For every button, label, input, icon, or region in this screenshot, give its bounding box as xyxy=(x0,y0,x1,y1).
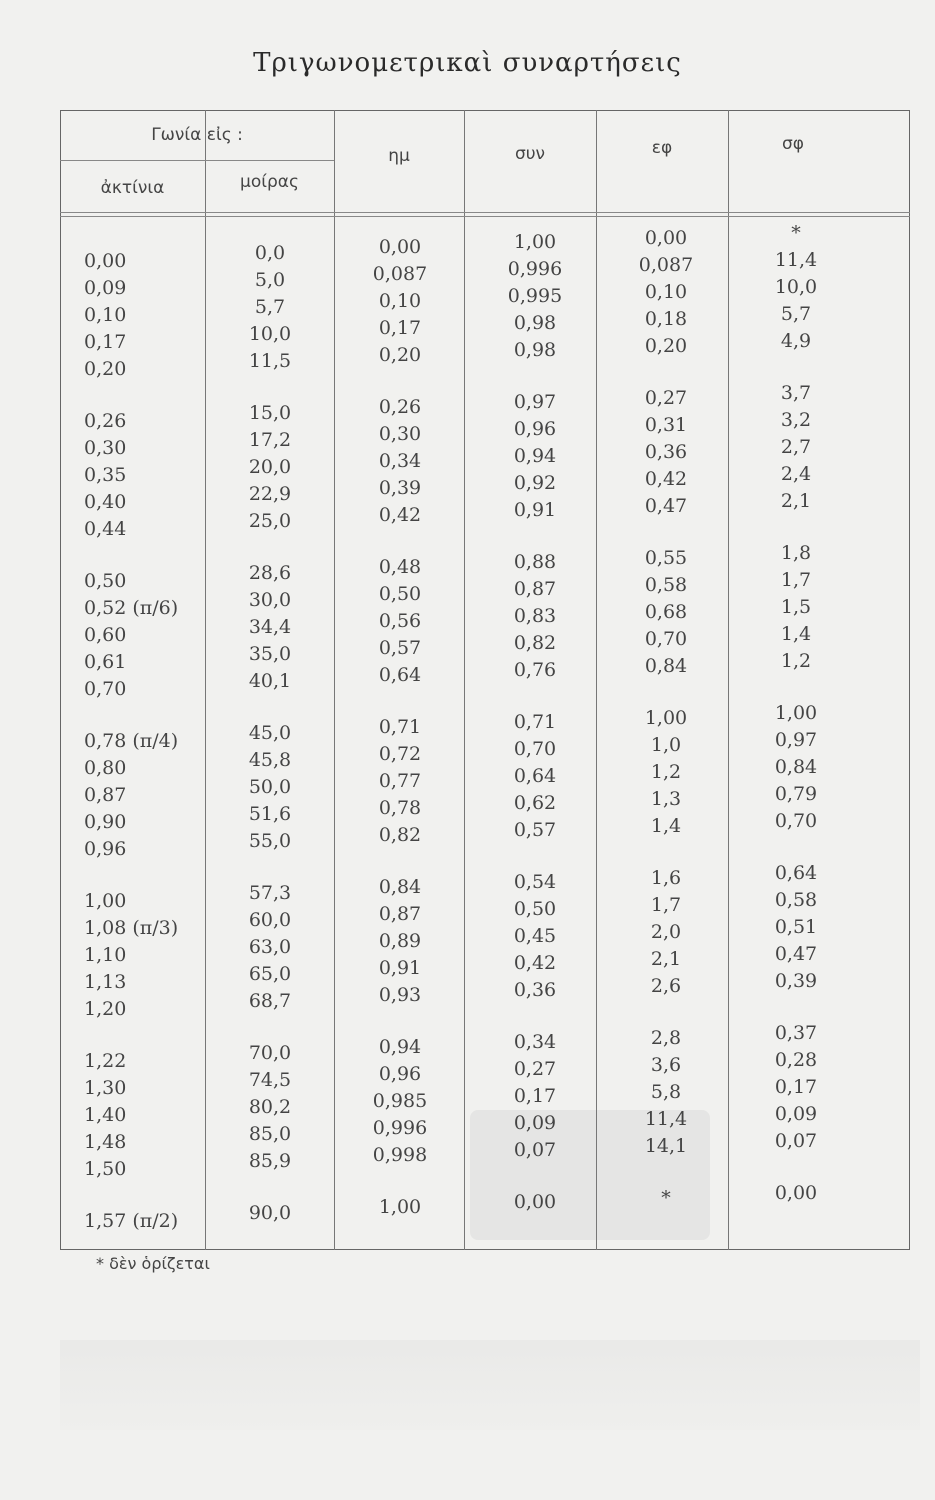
footnote: * δὲν ὁρίζεται xyxy=(96,1254,210,1273)
table-cell-cos: 0,07 xyxy=(513,1139,557,1161)
table-cell-sin: 0,10 xyxy=(378,290,422,312)
table-cell-cot: 0,70 xyxy=(774,810,818,832)
table-cell-degrees: 68,7 xyxy=(248,990,292,1012)
table-cell-cot: 2,7 xyxy=(780,436,812,458)
table-cell-radians: 1,08 (π/3) xyxy=(84,917,179,939)
group-spacer xyxy=(345,689,455,714)
table-cell-tan: 1,7 xyxy=(650,894,682,916)
group-spacer xyxy=(740,995,852,1020)
cot-header: σφ xyxy=(782,134,804,154)
table-cell-cos: 0,09 xyxy=(513,1112,557,1134)
degrees-column xyxy=(215,240,325,1227)
table-cell-sin: 0,39 xyxy=(378,477,422,499)
table-cell-degrees: 45,8 xyxy=(248,749,292,771)
table-cell-radians: 0,80 xyxy=(84,757,127,779)
table-cell-degrees: 80,2 xyxy=(248,1096,292,1118)
group-spacer xyxy=(215,375,325,400)
table-cell-degrees: 57,3 xyxy=(248,882,292,904)
table-cell-sin: 0,96 xyxy=(378,1063,422,1085)
radians-header: ἀκτίνια xyxy=(100,178,165,198)
table-cell-sin: 1,00 xyxy=(378,1196,422,1218)
table-cell-radians: 0,61 xyxy=(84,651,127,673)
table-cell-sin: 0,996 xyxy=(372,1117,428,1139)
table-cell-sin: 0,50 xyxy=(378,583,422,605)
table-cell-tan: 0,18 xyxy=(644,308,688,330)
table-cell-cos: 0,98 xyxy=(513,339,557,361)
table-cell-sin: 0,00 xyxy=(378,236,422,258)
table-cell-cot: 0,47 xyxy=(774,943,818,965)
table-cell-sin: 0,78 xyxy=(378,797,422,819)
group-spacer xyxy=(84,863,204,888)
table-cell-degrees: 34,4 xyxy=(248,616,292,638)
table-cell-cos: 0,91 xyxy=(513,499,557,521)
table-cell-degrees: 20,0 xyxy=(248,456,292,478)
table-cell-radians: 0,60 xyxy=(84,624,127,646)
table-cell-cos: 0,98 xyxy=(513,312,557,334)
table-cell-sin: 0,998 xyxy=(372,1144,428,1166)
table-cell-degrees: 5,7 xyxy=(254,296,286,318)
table-cell-tan: 2,1 xyxy=(650,948,682,970)
table-cell-cot: 1,00 xyxy=(774,702,818,724)
tan-column xyxy=(610,225,722,1212)
group-spacer xyxy=(345,1009,455,1034)
table-cell-radians: 1,00 xyxy=(84,890,127,912)
group-spacer xyxy=(215,1015,325,1040)
table-cell-tan: 1,0 xyxy=(650,734,682,756)
table-cell-cot: 2,4 xyxy=(780,463,812,485)
table-cell-cot: 4,9 xyxy=(780,330,812,352)
table-cell-cos: 0,92 xyxy=(513,472,557,494)
table-cell-cos: 1,00 xyxy=(513,231,557,253)
table-cell-sin: 0,72 xyxy=(378,743,422,765)
table-cell-sin: 0,64 xyxy=(378,664,422,686)
table-cell-cot: 0,00 xyxy=(774,1182,818,1204)
table-cell-radians: 1,50 xyxy=(84,1158,127,1180)
table-cell-radians: 1,20 xyxy=(84,998,127,1020)
table-cell-radians: 0,09 xyxy=(84,277,127,299)
bleed-through-text xyxy=(60,1340,920,1430)
table-cell-sin: 0,56 xyxy=(378,610,422,632)
table-cell-degrees: 55,0 xyxy=(248,830,292,852)
group-spacer xyxy=(84,543,204,568)
table-cell-tan: 0,10 xyxy=(644,281,688,303)
table-cell-cot: 1,4 xyxy=(780,623,812,645)
table-cell-cos: 0,996 xyxy=(507,258,563,280)
table-cell-cot: 0,37 xyxy=(774,1022,818,1044)
angle-group-header: Γωνία εἰς : xyxy=(151,125,243,145)
table-cell-tan: 2,0 xyxy=(650,921,682,943)
table-cell-tan: 0,087 xyxy=(638,254,694,276)
cos-column xyxy=(475,229,595,1216)
table-cell-degrees: 35,0 xyxy=(248,643,292,665)
table-cell-sin: 0,71 xyxy=(378,716,422,738)
cot-column xyxy=(740,220,852,1207)
table-cell-cot: 2,1 xyxy=(780,490,812,512)
table-cell-cos: 0,36 xyxy=(513,979,557,1001)
table-cell-tan: 1,4 xyxy=(650,815,682,837)
table-cell-degrees: 65,0 xyxy=(248,963,292,985)
table-cell-sin: 0,34 xyxy=(378,450,422,472)
group-spacer xyxy=(740,355,852,380)
table-cell-cos: 0,76 xyxy=(513,659,557,681)
table-cell-sin: 0,87 xyxy=(378,903,422,925)
table-cell-tan: 3,6 xyxy=(650,1054,682,1076)
column-divider xyxy=(464,110,465,1250)
table-cell-sin: 0,985 xyxy=(372,1090,428,1112)
page-title: Τριγωνομετρικαὶ συναρτήσεις xyxy=(253,48,682,78)
table-cell-cos: 0,27 xyxy=(513,1058,557,1080)
table-cell-cot: 0,39 xyxy=(774,970,818,992)
table-cell-cos: 0,57 xyxy=(513,819,557,841)
table-cell-cos: 0,71 xyxy=(513,711,557,733)
table-cell-degrees: 51,6 xyxy=(248,803,292,825)
group-spacer xyxy=(740,515,852,540)
table-cell-cos: 0,82 xyxy=(513,632,557,654)
group-spacer xyxy=(610,520,722,545)
table-cell-radians: 0,52 (π/6) xyxy=(84,597,179,619)
table-cell-degrees: 17,2 xyxy=(248,429,292,451)
table-cell-cot: 0,17 xyxy=(774,1076,818,1098)
tan-header: εφ xyxy=(651,138,673,158)
table-cell-sin: 0,42 xyxy=(378,504,422,526)
table-cell-cot: 0,58 xyxy=(774,889,818,911)
group-spacer xyxy=(215,535,325,560)
table-cell-cot: 3,2 xyxy=(780,409,812,431)
column-divider xyxy=(596,110,597,1250)
table-cell-tan: 0,55 xyxy=(644,547,688,569)
table-cell-degrees: 5,0 xyxy=(254,269,286,291)
column-divider xyxy=(334,110,335,1250)
table-cell-degrees: 74,5 xyxy=(248,1069,292,1091)
table-cell-tan: 5,8 xyxy=(650,1081,682,1103)
table-cell-cos: 0,34 xyxy=(513,1031,557,1053)
table-cell-radians: 0,40 xyxy=(84,491,127,513)
table-cell-cos: 0,88 xyxy=(513,551,557,573)
group-spacer xyxy=(84,383,204,408)
table-cell-sin: 0,91 xyxy=(378,957,422,979)
table-cell-radians: 0,44 xyxy=(84,518,127,540)
table-cell-cos: 0,42 xyxy=(513,952,557,974)
group-spacer xyxy=(84,703,204,728)
radians-column xyxy=(84,248,204,1235)
table-cell-cos: 0,50 xyxy=(513,898,557,920)
table-cell-radians: 1,30 xyxy=(84,1077,127,1099)
group-spacer xyxy=(215,855,325,880)
table-cell-radians: 1,40 xyxy=(84,1104,127,1126)
table-cell-cos: 0,00 xyxy=(513,1191,557,1213)
sin-header: ημ xyxy=(388,146,410,166)
table-cell-radians: 0,17 xyxy=(84,331,127,353)
table-cell-radians: 0,70 xyxy=(84,678,127,700)
table-cell-cos: 0,54 xyxy=(513,871,557,893)
group-spacer xyxy=(475,524,595,549)
table-cell-tan: 0,36 xyxy=(644,441,688,463)
table-cell-degrees: 15,0 xyxy=(248,402,292,424)
table-cell-tan: 0,42 xyxy=(644,468,688,490)
table-cell-tan: 0,00 xyxy=(644,227,688,249)
table-cell-cos: 0,62 xyxy=(513,792,557,814)
table-cell-cos: 0,97 xyxy=(513,391,557,413)
group-spacer xyxy=(475,684,595,709)
group-spacer xyxy=(215,695,325,720)
degrees-header: μοίρας xyxy=(240,172,299,192)
table-cell-radians: 0,26 xyxy=(84,410,127,432)
table-cell-cos: 0,94 xyxy=(513,445,557,467)
table-cell-radians: 0,50 xyxy=(84,570,127,592)
table-cell-tan: 14,1 xyxy=(644,1135,688,1157)
group-spacer xyxy=(740,835,852,860)
cos-header: συν xyxy=(514,144,546,164)
table-cell-radians: 1,57 (π/2) xyxy=(84,1210,179,1232)
group-spacer xyxy=(610,1000,722,1025)
table-cell-radians: 1,13 xyxy=(84,971,127,993)
table-cell-tan: 11,4 xyxy=(644,1108,688,1130)
table-cell-sin: 0,84 xyxy=(378,876,422,898)
table-cell-cot: 1,8 xyxy=(780,542,812,564)
table-cell-cot: 0,09 xyxy=(774,1103,818,1125)
table-cell-cot: 3,7 xyxy=(780,382,812,404)
group-spacer xyxy=(475,364,595,389)
table-cell-radians: 0,00 xyxy=(84,250,127,272)
column-divider xyxy=(728,110,729,1250)
table-cell-tan: 2,6 xyxy=(650,975,682,997)
table-cell-tan: 1,00 xyxy=(644,707,688,729)
table-cell-degrees: 45,0 xyxy=(248,722,292,744)
table-cell-radians: 0,10 xyxy=(84,304,127,326)
table-cell-cot: 10,0 xyxy=(774,276,818,298)
table-cell-degrees: 22,9 xyxy=(248,483,292,505)
table-cell-radians: 1,22 xyxy=(84,1050,127,1072)
group-spacer xyxy=(215,1175,325,1200)
table-cell-sin: 0,94 xyxy=(378,1036,422,1058)
table-cell-cos: 0,17 xyxy=(513,1085,557,1107)
table-cell-cot: 1,2 xyxy=(780,650,812,672)
table-cell-degrees: 70,0 xyxy=(248,1042,292,1064)
table-cell-degrees: 63,0 xyxy=(248,936,292,958)
table-cell-cot: 0,28 xyxy=(774,1049,818,1071)
table-cell-tan: 1,6 xyxy=(650,867,682,889)
table-cell-tan: 0,27 xyxy=(644,387,688,409)
table-cell-degrees: 25,0 xyxy=(248,510,292,532)
table-cell-sin: 0,48 xyxy=(378,556,422,578)
table-cell-cos: 0,70 xyxy=(513,738,557,760)
table-cell-cot: 0,97 xyxy=(774,729,818,751)
table-cell-radians: 0,78 (π/4) xyxy=(84,730,179,752)
table-cell-tan: 1,2 xyxy=(650,761,682,783)
table-cell-cot: 0,64 xyxy=(774,862,818,884)
column-divider xyxy=(205,110,206,1250)
table-cell-sin: 0,30 xyxy=(378,423,422,445)
group-spacer xyxy=(740,675,852,700)
table-cell-degrees: 40,1 xyxy=(248,670,292,692)
sin-column xyxy=(345,234,455,1221)
table-cell-degrees: 30,0 xyxy=(248,589,292,611)
table-cell-degrees: 85,0 xyxy=(248,1123,292,1145)
table-cell-tan: 0,68 xyxy=(644,601,688,623)
table-cell-degrees: 60,0 xyxy=(248,909,292,931)
group-spacer xyxy=(610,840,722,865)
table-cell-cos: 0,87 xyxy=(513,578,557,600)
group-spacer xyxy=(345,369,455,394)
header-subdivider xyxy=(60,160,334,161)
table-cell-degrees: 85,9 xyxy=(248,1150,292,1172)
table-cell-cot: 11,4 xyxy=(774,249,818,271)
table-cell-degrees: 50,0 xyxy=(248,776,292,798)
table-cell-tan: 0,47 xyxy=(644,495,688,517)
group-spacer xyxy=(610,360,722,385)
table-cell-radians: 1,48 xyxy=(84,1131,127,1153)
table-cell-degrees: 0,0 xyxy=(254,242,286,264)
header-divider xyxy=(60,212,910,213)
table-cell-radians: 0,90 xyxy=(84,811,127,833)
table-cell-sin: 0,93 xyxy=(378,984,422,1006)
table-cell-sin: 0,77 xyxy=(378,770,422,792)
table-cell-tan: 0,58 xyxy=(644,574,688,596)
table-cell-sin: 0,17 xyxy=(378,317,422,339)
table-cell-radians: 0,87 xyxy=(84,784,127,806)
table-cell-cos: 0,64 xyxy=(513,765,557,787)
table-cell-cot: 1,7 xyxy=(780,569,812,591)
table-cell-tan: 0,31 xyxy=(644,414,688,436)
group-spacer xyxy=(610,680,722,705)
table-cell-cot: 0,07 xyxy=(774,1130,818,1152)
table-cell-cos: 0,83 xyxy=(513,605,557,627)
table-cell-tan: 2,8 xyxy=(650,1027,682,1049)
table-cell-radians: 0,35 xyxy=(84,464,127,486)
group-spacer xyxy=(610,1160,722,1185)
group-spacer xyxy=(740,1155,852,1180)
table-cell-radians: 0,30 xyxy=(84,437,127,459)
table-cell-cot: 0,84 xyxy=(774,756,818,778)
table-cell-cot: 5,7 xyxy=(780,303,812,325)
table-cell-radians: 0,96 xyxy=(84,838,127,860)
table-cell-sin: 0,89 xyxy=(378,930,422,952)
table-cell-degrees: 28,6 xyxy=(248,562,292,584)
table-cell-cos: 0,96 xyxy=(513,418,557,440)
table-cell-tan: 0,70 xyxy=(644,628,688,650)
table-cell-cos: 0,45 xyxy=(513,925,557,947)
table-cell-cos: 0,995 xyxy=(507,285,563,307)
table-cell-radians: 1,10 xyxy=(84,944,127,966)
group-spacer xyxy=(475,844,595,869)
table-cell-sin: 0,087 xyxy=(372,263,428,285)
table-cell-degrees: 10,0 xyxy=(248,323,292,345)
group-spacer xyxy=(84,1183,204,1208)
table-cell-sin: 0,82 xyxy=(378,824,422,846)
group-spacer xyxy=(345,1169,455,1194)
table-cell-tan: 1,3 xyxy=(650,788,682,810)
table-cell-cot: * xyxy=(791,222,801,244)
group-spacer xyxy=(84,1023,204,1048)
group-spacer xyxy=(345,849,455,874)
table-cell-tan: 0,20 xyxy=(644,335,688,357)
table-cell-sin: 0,20 xyxy=(378,344,422,366)
table-cell-cot: 0,79 xyxy=(774,783,818,805)
table-cell-radians: 0,20 xyxy=(84,358,127,380)
table-cell-sin: 0,26 xyxy=(378,396,422,418)
table-cell-tan: * xyxy=(661,1187,671,1209)
group-spacer xyxy=(475,1004,595,1029)
group-spacer xyxy=(345,529,455,554)
table-cell-sin: 0,57 xyxy=(378,637,422,659)
table-cell-tan: 0,84 xyxy=(644,655,688,677)
table-cell-cot: 1,5 xyxy=(780,596,812,618)
group-spacer xyxy=(475,1164,595,1189)
header-divider-double xyxy=(60,216,910,217)
table-cell-cot: 0,51 xyxy=(774,916,818,938)
table-cell-degrees: 90,0 xyxy=(248,1202,292,1224)
table-cell-degrees: 11,5 xyxy=(248,350,292,372)
